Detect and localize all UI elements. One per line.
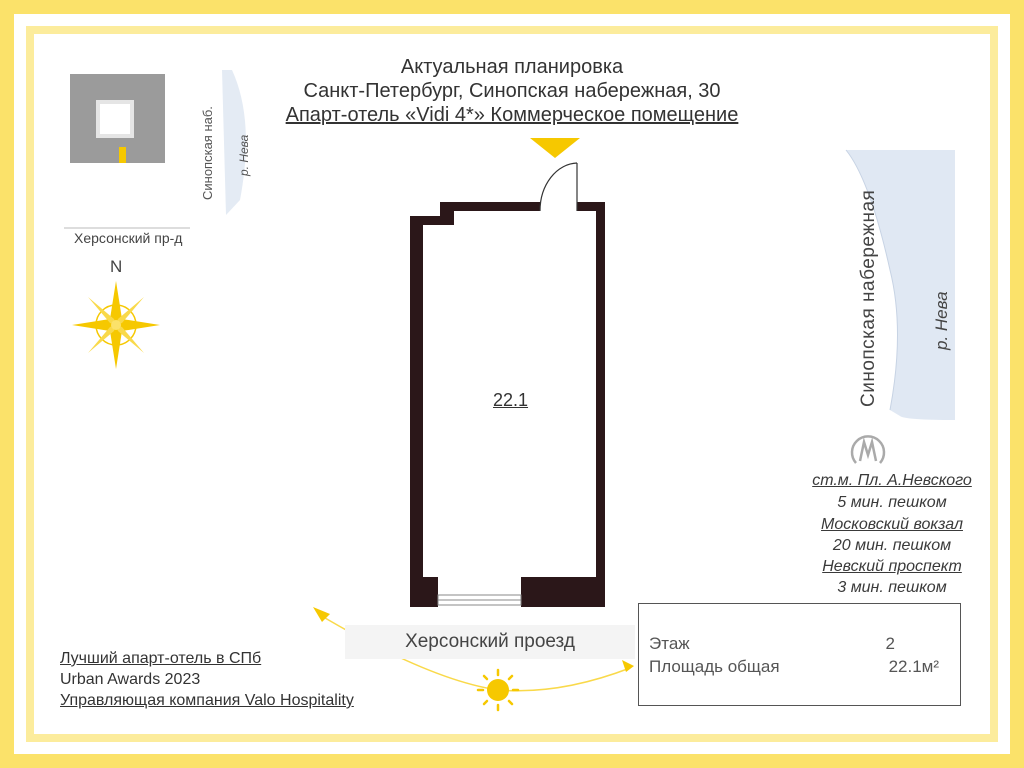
entrance-door — [540, 163, 577, 211]
metro-time-1: 5 мин. пешком — [837, 494, 947, 511]
street-label: Херсонский проезд — [405, 631, 575, 652]
site-entrance-marker — [119, 147, 126, 163]
metro-place-3: Невский проспект — [822, 558, 962, 575]
sun-icon — [478, 670, 518, 710]
compass-rose-icon — [72, 281, 160, 369]
spec-table — [638, 603, 961, 706]
site-street-label: Синопская наб. — [200, 106, 215, 200]
metro-time-3: 3 мин. пешком — [837, 579, 947, 596]
title-line-1: Актуальная планировка — [400, 56, 624, 78]
right-river-label: р. Нева — [932, 291, 951, 350]
area-value: 22.1м² — [888, 657, 939, 676]
compass-north-label: N — [110, 257, 123, 276]
floor-label: Этаж — [649, 634, 690, 653]
right-street-label: Синопская набережная — [858, 189, 879, 407]
award-line-1: Лучший апарт-отель в СПб — [60, 650, 262, 667]
metro-place-1: ст.м. Пл. А.Невского — [812, 472, 972, 489]
entrance-arrow-icon — [530, 138, 580, 158]
area-label: Площадь общая — [649, 657, 780, 676]
metro-place-2: Московский вокзал — [821, 516, 963, 533]
site-building — [98, 102, 132, 136]
title-line-3: Апарт-отель «Vidi 4*» Коммерческое помещение — [285, 104, 739, 126]
room-area-label: 22.1 — [493, 390, 529, 410]
window — [438, 595, 521, 605]
title-line-2: Санкт-Петербург, Синопская набережная, 30 — [303, 80, 721, 102]
site-river-label: р. Нева — [237, 134, 251, 176]
metro-icon — [852, 436, 884, 463]
award-line-2: Urban Awards 2023 — [60, 671, 201, 688]
site-bottom-street-label: Херсонский пр-д — [74, 230, 183, 246]
site-map — [70, 74, 165, 163]
floor-value: 2 — [885, 634, 895, 653]
award-line-3: Управляющая компания Valo Hospitality — [60, 692, 354, 709]
metro-time-2: 20 мин. пешком — [832, 537, 952, 554]
